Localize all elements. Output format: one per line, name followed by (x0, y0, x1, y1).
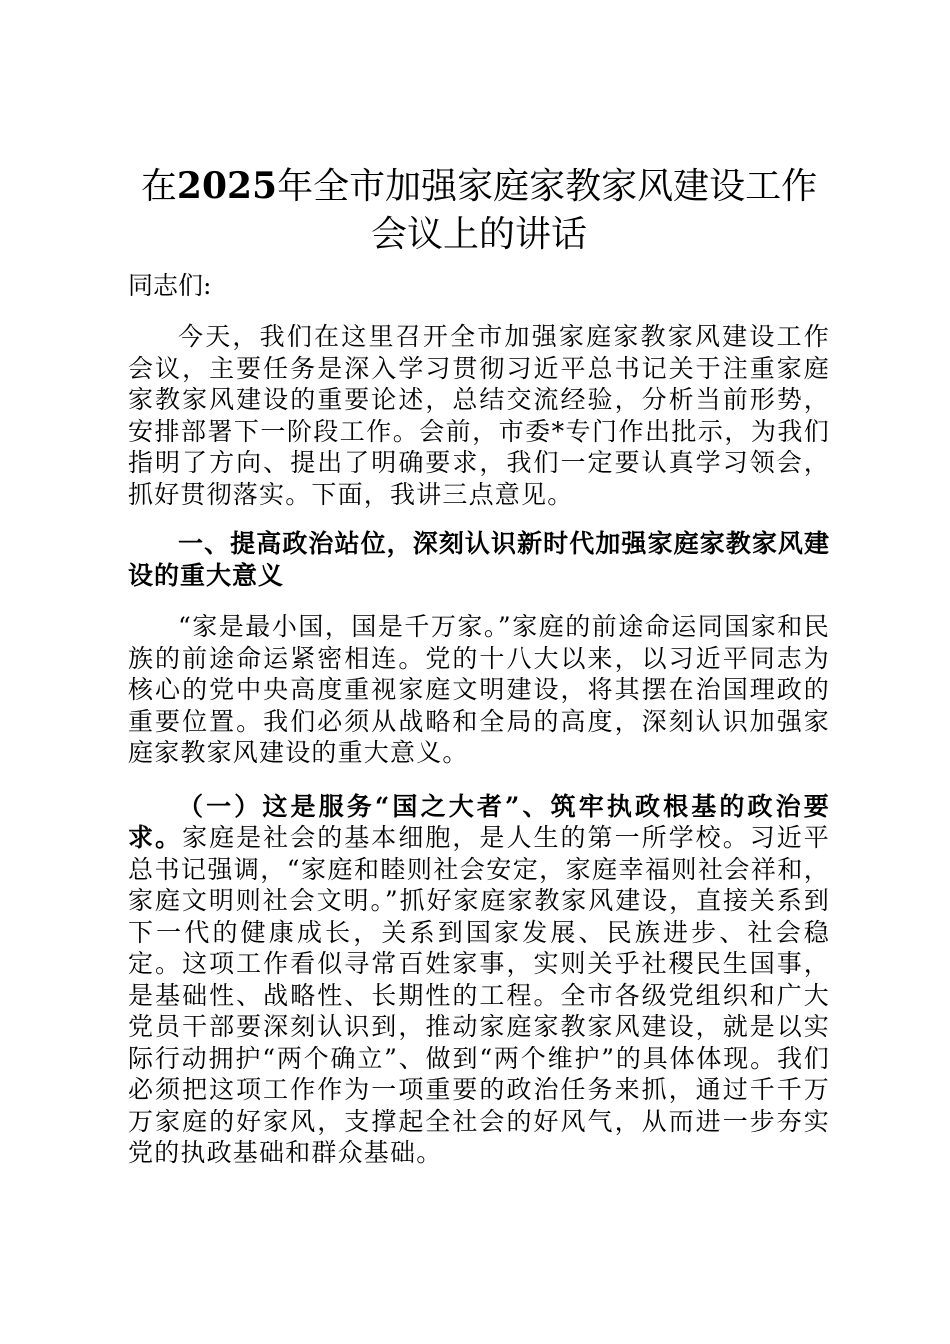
document-page (128, 162, 830, 1187)
title-rest: 年全市加强家庭家教家风建设工作会议上的讲话 (277, 166, 818, 255)
subsection-1-title: （一）这是服务“国之大者”、筑牢执政根基的政治要求。 (128, 791, 830, 852)
title-prefix: 在 (140, 166, 177, 207)
subsection-1-paragraph (128, 791, 830, 1169)
title-year: 2025 (176, 165, 278, 207)
salutation: 同志们: (128, 271, 212, 300)
document-title (128, 162, 830, 259)
intro-paragraph: 今天，我们在这里召开全市加强家庭家教家风建设工作会议，主要任务是深入学习贯彻习近平总书记关于注重家庭家教家风建设的重要论述，总结交流经验，分析当前形势，安排部署下一阶段工作。会前，市委*专门作出批示，为我们指明了方向、提出了明确要求，我们一定要认真学习领会，抓好贯彻落实。下面，我讲三点意见。 (128, 322, 830, 509)
section-1-paragraph: “家是最小国，国是千万家。”家庭的前途命运同国家和民族的前途命运紧密相连。党的十八大以来，以习近平同志为核心的党中央高度重视家庭文明建设，将其摆在治国理政的重要位置。我们必须从战略和全局的高度，深刻认识加强家庭家教家风建设的重大意义。 (128, 612, 830, 767)
subsection-1-body: 家庭是社会的基本细胞，是人生的第一所学校。习近平总书记强调，“家庭和睦则社会安定，家庭幸福则社会祥和，家庭文明则社会文明。”抓好家庭家教家风建设，直接关系到下一代的健康成长，关系到国家发展、民族进步、社会稳定。这项工作看似寻常百姓家事，实则关乎社稷民生国事，是基础性、战略性、长期性的工程。全市各级党组织和广大党员干部要深刻认识到，推动家庭家教家风建设，就是以实际行动拥护“两个确立”、做到“两个维护”的具体体现。我们必须把这项工作作为一项重要的政治任务来抓，通过千千万万家庭的好家风，支撑起全社会的好风气，从而进一步夯实党的执政基础和群众基础。 (128, 823, 830, 1167)
section-heading-1: 一、提高政治站位，深刻认识新时代加强家庭家教家风建设的重大意义 (128, 529, 830, 590)
